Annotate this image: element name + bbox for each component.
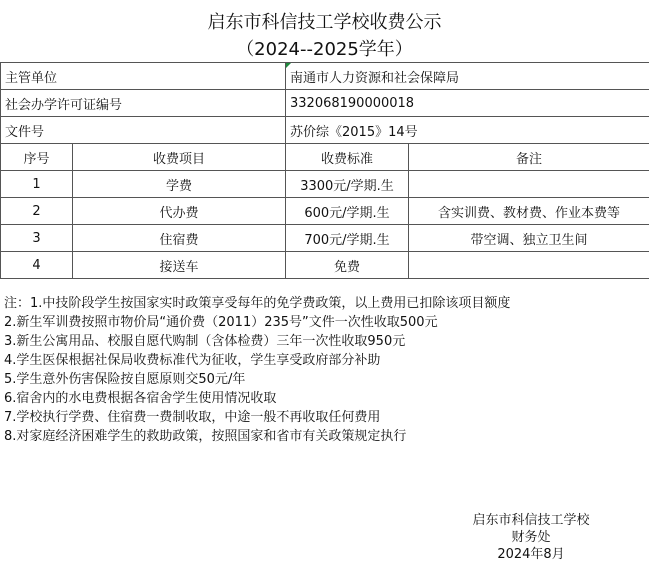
signature-date: 2024年8月 bbox=[497, 547, 565, 562]
note-line: 2.新生军训费按照市物价局“通价费（2011）235号”文件一次性收取500元 bbox=[4, 315, 438, 330]
fee-standard[interactable]: 免费 bbox=[286, 252, 409, 279]
info-label[interactable]: 主管单位 bbox=[1, 63, 286, 90]
row-number[interactable]: 3 bbox=[1, 225, 73, 252]
table-row bbox=[1, 252, 649, 279]
info-value[interactable]: 南通市人力资源和社会保障局 bbox=[286, 63, 649, 90]
table-row bbox=[1, 171, 649, 198]
note-line: 7.学校执行学费、住宿费一费制收取，中途一般不再收取任何费用 bbox=[4, 410, 381, 425]
fee-standard[interactable]: 700元/学期.生 bbox=[286, 225, 409, 252]
fee-item[interactable]: 住宿费 bbox=[73, 225, 286, 252]
signature-school: 启东市科信技工学校 bbox=[472, 513, 590, 528]
fee-note[interactable] bbox=[409, 252, 649, 279]
fee-standard[interactable]: 600元/学期.生 bbox=[286, 198, 409, 225]
column-header[interactable]: 序号 bbox=[1, 144, 73, 171]
fee-note[interactable] bbox=[409, 171, 649, 198]
fee-standard[interactable]: 3300元/学期.生 bbox=[286, 171, 409, 198]
note-line: 5.学生意外伤害保险按自愿原则交50元/年 bbox=[4, 372, 246, 387]
note-line: 8.对家庭经济困难学生的救助政策，按照国家和省市有关政策规定执行 bbox=[4, 429, 407, 444]
table-row bbox=[1, 198, 649, 225]
note-line: 注：1.中技阶段学生按国家实时政策享受每年的免学费政策，以上费用已扣除该项目额度 bbox=[4, 296, 511, 311]
column-header[interactable]: 备注 bbox=[409, 144, 649, 171]
table-row bbox=[1, 225, 649, 252]
page-title: 启东市科信技工学校收费公示 bbox=[207, 12, 442, 33]
info-row-document bbox=[1, 117, 649, 144]
note-line: 6.宿舍内的水电费根据各宿舍学生使用情况收取 bbox=[4, 391, 277, 406]
info-value[interactable]: 苏价综《2015》14号 bbox=[286, 117, 649, 144]
column-header[interactable]: 收费项目 bbox=[73, 144, 286, 171]
info-value[interactable]: 332068190000018 bbox=[286, 90, 649, 117]
signature-dept: 财务处 bbox=[511, 530, 551, 545]
notes-list bbox=[4, 294, 510, 446]
note-line: 3.新生公寓用品、校服自愿代购制（含体检费）三年一次性收取950元 bbox=[4, 334, 406, 349]
cell-marker-icon bbox=[286, 63, 291, 68]
fee-item[interactable]: 学费 bbox=[73, 171, 286, 198]
page-subtitle: （2024--2025学年） bbox=[236, 39, 413, 60]
fee-note[interactable]: 带空调、独立卫生间 bbox=[409, 225, 649, 252]
info-label[interactable]: 文件号 bbox=[1, 117, 286, 144]
info-row-authority bbox=[1, 63, 649, 90]
note-line: 4.学生医保根据社保局收费标准代为征收，学生享受政府部分补助 bbox=[4, 353, 381, 368]
table-header-row bbox=[1, 144, 649, 171]
info-label[interactable]: 社会办学许可证编号 bbox=[1, 90, 286, 117]
row-number[interactable]: 2 bbox=[1, 198, 73, 225]
column-header[interactable]: 收费标准 bbox=[286, 144, 409, 171]
fee-item[interactable]: 代办费 bbox=[73, 198, 286, 225]
fee-item[interactable]: 接送车 bbox=[73, 252, 286, 279]
signature-block bbox=[466, 512, 596, 563]
row-number[interactable]: 4 bbox=[1, 252, 73, 279]
fee-note[interactable]: 含实训费、教材费、作业本费等 bbox=[409, 198, 649, 225]
row-number[interactable]: 1 bbox=[1, 171, 73, 198]
info-row-license bbox=[1, 90, 649, 117]
fee-table bbox=[0, 62, 649, 279]
